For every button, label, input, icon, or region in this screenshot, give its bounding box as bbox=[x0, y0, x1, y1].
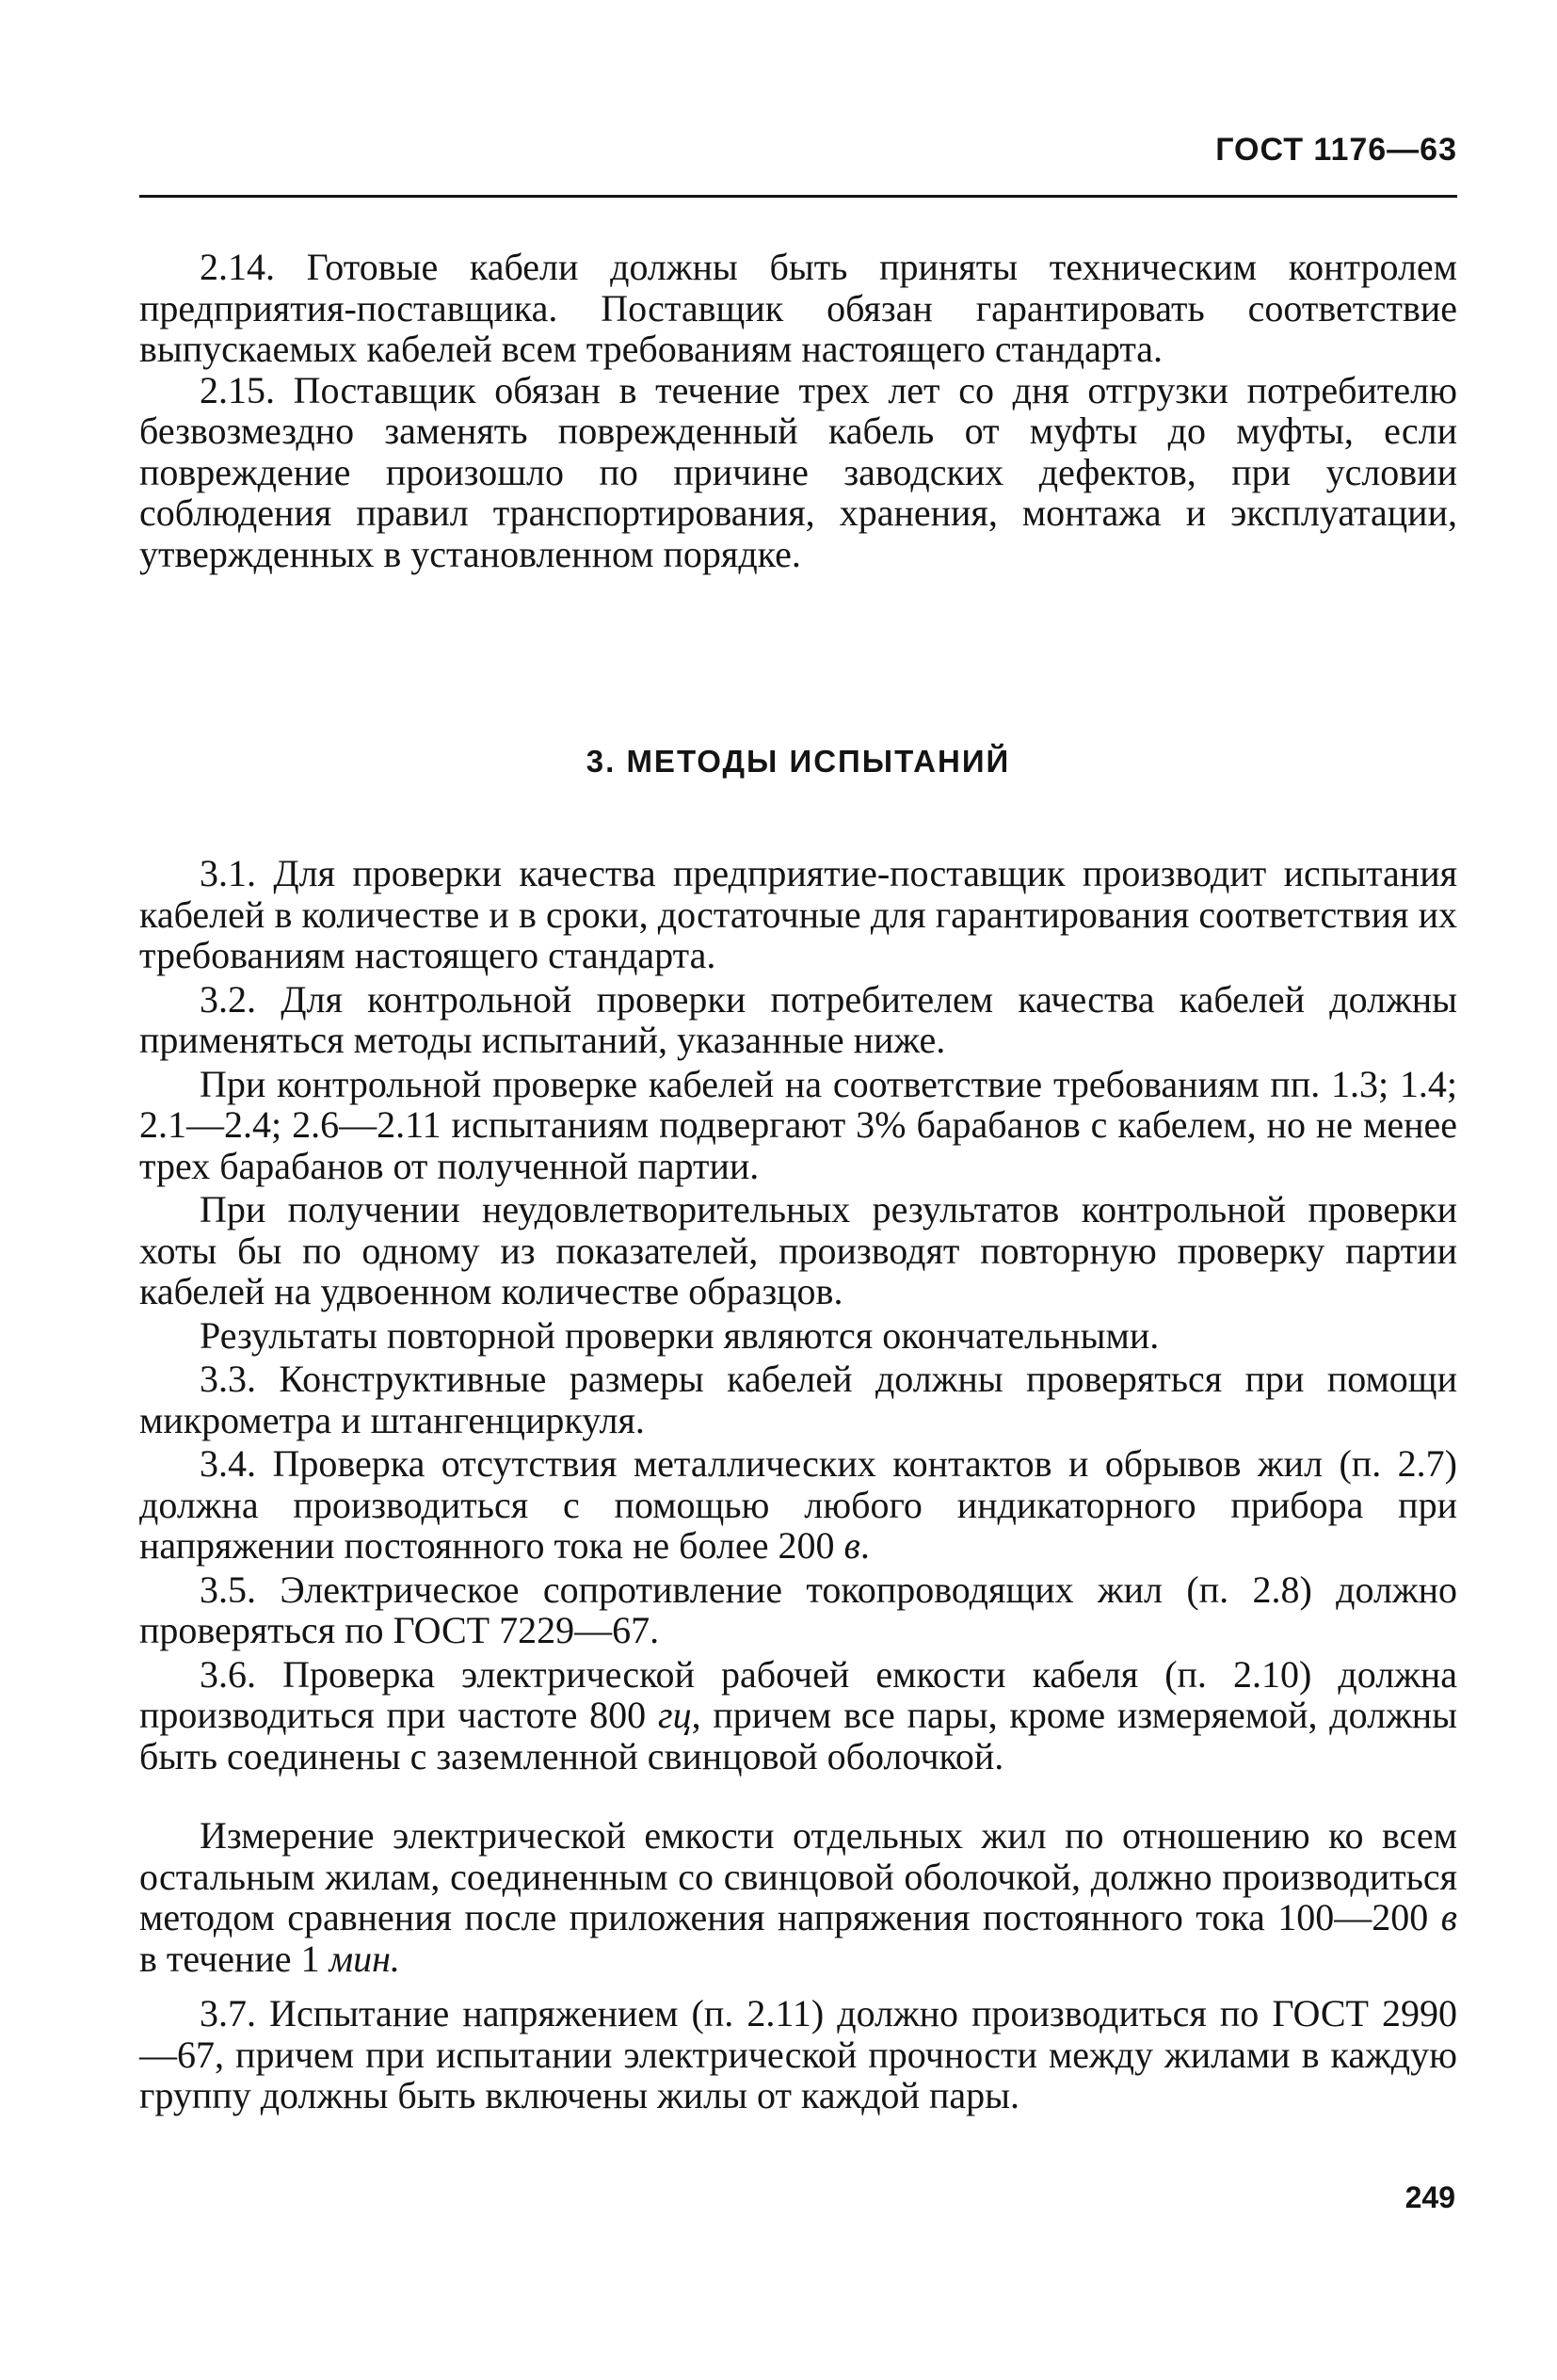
measurement-text-a: Измерение электрической емкости отдельных жил по отношению ко всем остальным жилам, соединенным со свинцовой оболочкой, должно производиться методом сравнения после приложения напряжения постоянного тока 100—200 bbox=[139, 1814, 1457, 1938]
paragraph-3-4: 3.4. Проверка отсутствия металлических контактов и обрывов жил (п. 2.7) должна производиться с помощью любого индикаторного прибора при напряжении постоянного тока не более 200 в. bbox=[139, 1442, 1457, 1567]
paragraph-3-7: 3.7. Испытание напряжением (п. 2.11) должно производиться по ГОСТ 2990—67, причем при испытании электрической прочности между жилами в каждую группу должны быть включены жилы от каждой пары. bbox=[139, 1992, 1457, 2116]
measurement-text-b: в течение 1 bbox=[139, 1937, 320, 1980]
paragraph-3-6 bbox=[139, 1654, 1457, 1777]
paragraph-3-6-measurement bbox=[139, 1815, 1457, 1979]
paragraph-3-4-text: 3.4. Проверка отсутствия металлических контактов и обрывов жил (п. 2.7) должна производиться с помощью любого индикаторного прибора при напряжении постоянного тока не более 200 bbox=[139, 1442, 1457, 1567]
capacitance-measurement-block bbox=[139, 1815, 1457, 1979]
section-3-heading: 3. МЕТОДЫ ИСПЫТАНИЙ bbox=[586, 744, 1011, 779]
header-rule bbox=[139, 195, 1457, 198]
time-unit: мин. bbox=[329, 1937, 400, 1980]
voltage-unit: в bbox=[843, 1524, 860, 1567]
paragraph-3-6-text-a: 3.6. Проверка электрической рабочей емкости кабеля (п. 2.10) должна производиться при частоте 800 bbox=[139, 1652, 1457, 1736]
paragraph-3-2-control: При контрольной проверке кабелей на соответствие требованиям пп. 1.3; 1.4; 2.1—2.4; 2.6—2.11 испытаниям подвергают 3% барабанов с кабелем, но не менее трех барабанов от полученной партии. bbox=[139, 1062, 1457, 1187]
paragraph-3-2: 3.2. Для контрольной проверки потребителем качества кабелей должны применяться методы испытаний, указанные ниже. bbox=[139, 977, 1457, 1061]
paragraph-3-5: 3.5. Электрическое сопротивление токопроводящих жил (п. 2.8) должно проверяться по ГОСТ 7229—67. bbox=[139, 1568, 1457, 1651]
paragraph-3-6-text-b: , причем все пары, кроме измеряемой, должны быть соединены с заземленной свинцовой оболочкой. bbox=[139, 1694, 1458, 1777]
frequency-unit: гц bbox=[657, 1694, 692, 1736]
paragraph-3-1: 3.1. Для проверки качества предприятие-поставщик производит испытания кабелей в количестве и в сроки, достаточные для гарантирования соответствия их требованиям настоящего стандарта. bbox=[139, 852, 1457, 976]
section-3-paragraphs bbox=[139, 853, 1457, 1779]
paragraph-2-15: 2.15. Поставщик обязан в течение трех лет со дня отгрузки потребителю безвозмездно заменять поврежденный кабель от муфты до муфты, если повреждение произошло по причине заводских дефектов, при условии соблюдения правил транспортирования, хранения, монтажа и эксплуатации, утвержденных в установленном порядке. bbox=[139, 368, 1457, 575]
paragraph-2-14: 2.14. Готовые кабели должны быть приняты техническим контролем предприятия-поставщика. Поставщик обязан гарантировать соответствие выпускаемых кабелей всем требованиям настоящего стандарта. bbox=[139, 246, 1457, 370]
standard-code-header: ГОСТ 1176—63 bbox=[1215, 132, 1457, 168]
measurement-voltage-unit: в bbox=[1440, 1896, 1457, 1938]
voltage-test-block bbox=[139, 1993, 1457, 2116]
paragraph-3-3: 3.3. Конструктивные размеры кабелей должны проверяться при помощи микрометра и штангенциркуля. bbox=[139, 1358, 1457, 1441]
paragraph-3-2-unsatisfactory: При получении неудовлетворительных результатов контрольной проверки хоты бы по одному из показателей, производят повторную проверку партии кабелей на удвоенном количестве образцов. bbox=[139, 1188, 1457, 1312]
section-2-paragraphs bbox=[139, 247, 1457, 574]
page-number: 249 bbox=[1405, 2180, 1455, 2214]
paragraph-3-2-final: Результаты повторной проверки являются окончательными. bbox=[200, 1313, 1160, 1357]
